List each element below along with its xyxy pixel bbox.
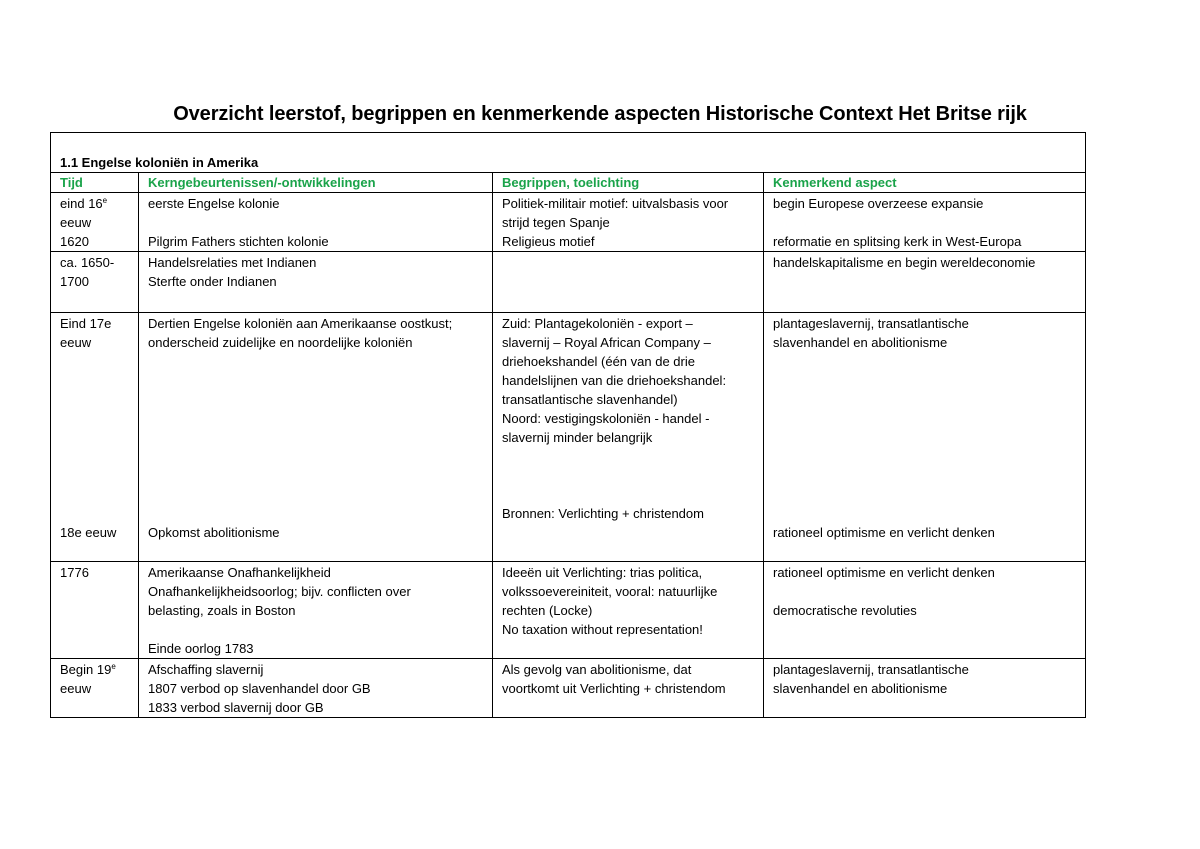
cell-kern: Handelsrelaties met Indianen Sterfte onder Indianen (139, 252, 493, 313)
cell-begrip: Ideeën uit Verlichting: trias politica, volkssoevereiniteit, vooral: natuurlijke rechten (Locke) No taxation without representation! (493, 562, 764, 659)
cell-kern: Dertien Engelse koloniën aan Amerikaanse oostkust; onderscheid zuidelijke en noordelijke koloniën Opkomst abolitionisme (139, 313, 493, 562)
section-title: 1.1 Engelse koloniën in Amerika (51, 133, 1086, 173)
cell-aspect: handelskapitalisme en begin wereldeconomie (764, 252, 1086, 313)
table-row (51, 193, 1086, 252)
cell-aspect: begin Europese overzeese expansie reformatie en splitsing kerk in West-Europa (764, 193, 1086, 252)
header-kerngebeurtenissen: Kerngebeurtenissen/-ontwikkelingen (139, 173, 493, 193)
table-row (51, 313, 1086, 562)
cell-kern: eerste Engelse kolonie Pilgrim Fathers stichten kolonie (139, 193, 493, 252)
cell-tijd: eind 16e eeuw 1620 (51, 193, 139, 252)
cell-begrip: Zuid: Plantagekoloniën - export – slavernij – Royal African Company – driehoekshandel (één van de drie handelslijnen van die driehoekshandel: transatlantische slavenhandel) Noord: vestigingskoloniën - handel - slavernij minder belangrijk Bronnen: Verlichting + christendom (493, 313, 764, 562)
cell-begrip: Politiek-militair motief: uitvalsbasis voor strijd tegen Spanje Religieus motief (493, 193, 764, 252)
cell-tijd: ca. 1650- 1700 (51, 252, 139, 313)
cell-tijd: 1776 (51, 562, 139, 659)
cell-kern: Afschaffing slavernij 1807 verbod op slavenhandel door GB 1833 verbod slavernij door GB (139, 659, 493, 718)
table-row (51, 659, 1086, 718)
header-begrippen: Begrippen, toelichting (493, 173, 764, 193)
cell-tijd: Eind 17e eeuw 18e eeuw (51, 313, 139, 562)
cell-aspect: plantageslavernij, transatlantische slavenhandel en abolitionisme (764, 659, 1086, 718)
cell-begrip (493, 252, 764, 313)
cell-aspect: rationeel optimisme en verlicht denken democratische revoluties (764, 562, 1086, 659)
overview-table (50, 132, 1086, 718)
cell-aspect: plantageslavernij, transatlantische slavenhandel en abolitionisme rationeel optimisme en verlicht denken (764, 313, 1086, 562)
table-row (51, 562, 1086, 659)
header-row (51, 173, 1086, 193)
cell-kern: Amerikaanse Onafhankelijkheid Onafhankelijkheidsoorlog; bijv. conflicten over belasting, zoals in Boston Einde oorlog 1783 (139, 562, 493, 659)
section-row (51, 133, 1086, 173)
cell-tijd: Begin 19e eeuw (51, 659, 139, 718)
cell-begrip: Als gevolg van abolitionisme, dat voortkomt uit Verlichting + christendom (493, 659, 764, 718)
header-kenmerkend-aspect: Kenmerkend aspect (764, 173, 1086, 193)
document-title: Overzicht leerstof, begrippen en kenmerkende aspecten Historische Context Het Britse rijk (173, 103, 1027, 125)
header-tijd: Tijd (51, 173, 139, 193)
table-row (51, 252, 1086, 313)
